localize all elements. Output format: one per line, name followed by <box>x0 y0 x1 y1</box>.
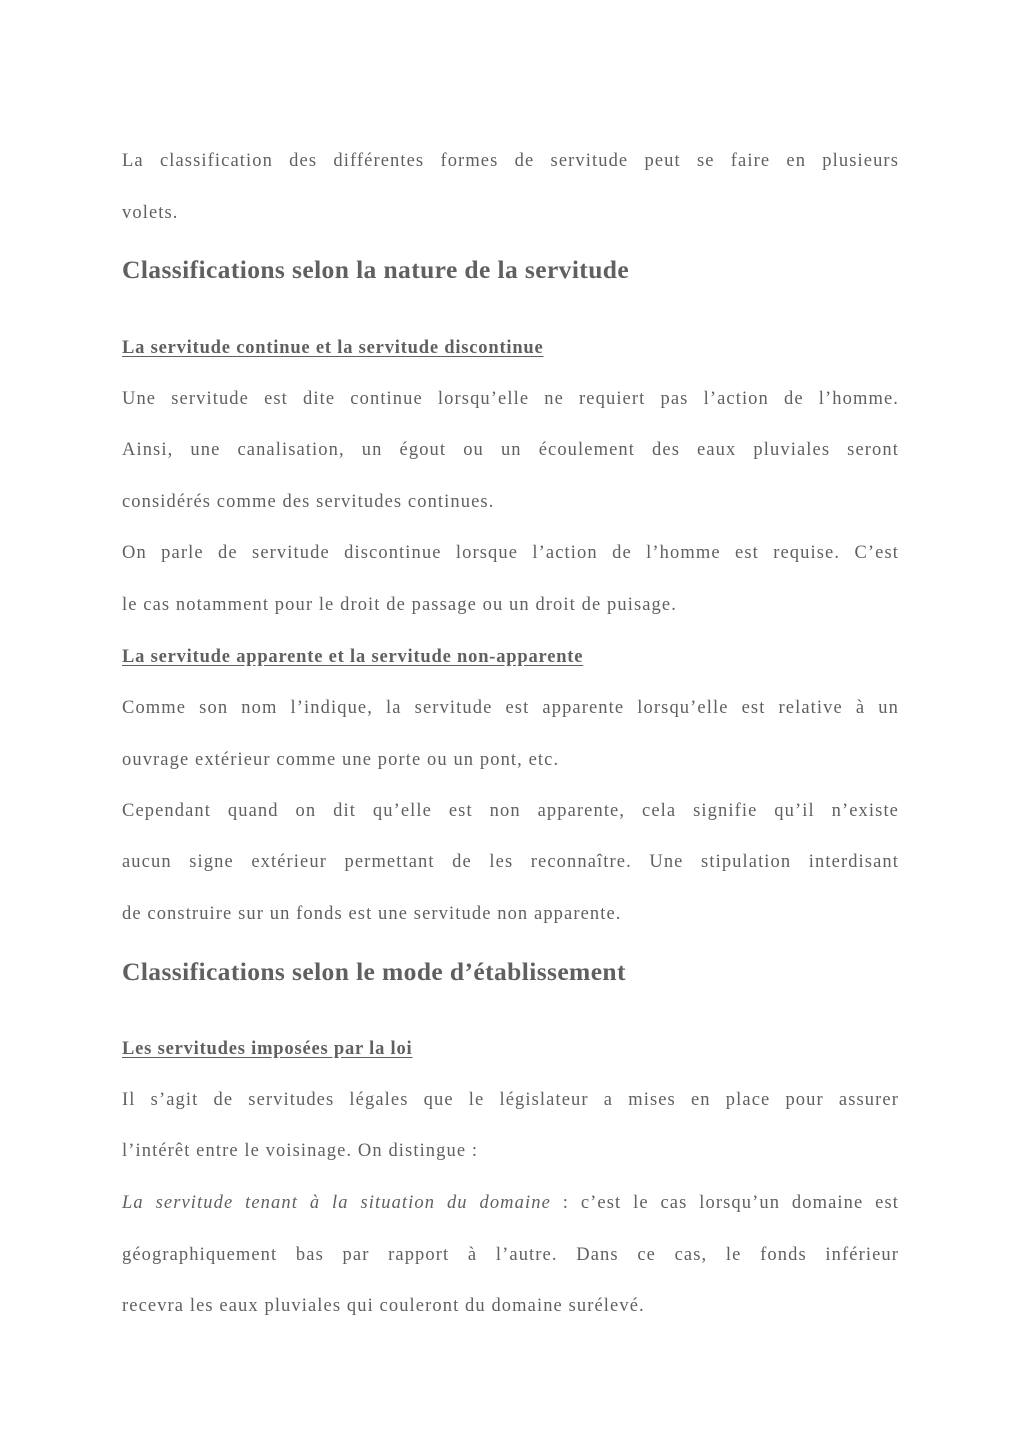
section-heading-nature: Classifications selon la nature de la servitude <box>122 255 630 284</box>
section-heading-etablissement: Classifications selon le mode d’établissement <box>122 957 626 986</box>
document-page <box>122 0 899 1448</box>
paragraph-line: Comme son nom l’indique, la servitude est apparente lorsqu’elle est relative à un <box>122 698 899 718</box>
paragraph-line: On parle de servitude discontinue lorsque l’action de l’homme est requise. C’est <box>122 543 899 563</box>
paragraph-line: considérés comme des servitudes continues. <box>122 492 495 512</box>
paragraph-line: aucun signe extérieur permettant de les reconnaître. Une stipulation interdisant <box>122 852 899 872</box>
paragraph-line: ouvrage extérieur comme une porte ou un pont, etc. <box>122 750 560 770</box>
paragraph-line: géographiquement bas par rapport à l’autre. Dans ce cas, le fonds inférieur <box>122 1245 899 1265</box>
paragraph-line: de construire sur un fonds est une servitude non apparente. <box>122 904 622 924</box>
item-term: La servitude tenant à la situation du domaine <box>122 1193 551 1213</box>
paragraph-line: le cas notamment pour le droit de passage ou un droit de puisage. <box>122 595 677 615</box>
paragraph-line: recevra les eaux pluviales qui couleront du domaine surélevé. <box>122 1296 645 1316</box>
item-text: : c’est le cas lorsqu’un domaine est <box>550 1193 899 1213</box>
paragraph-line: l’intérêt entre le voisinage. On distingue : <box>122 1141 479 1161</box>
subheading-continue: La servitude continue et la servitude discontinue <box>122 338 544 358</box>
paragraph-line: Il s’agit de servitudes légales que le législateur a mises en place pour assurer <box>122 1090 899 1110</box>
subheading-apparente: La servitude apparente et la servitude non-apparente <box>122 647 584 667</box>
list-item-situation-domaine <box>122 1191 899 1215</box>
intro-line-2: volets. <box>122 203 179 223</box>
subheading-imposees-par-la-loi: Les servitudes imposées par la loi <box>122 1039 413 1059</box>
intro-line-1: La classification des différentes formes de servitude peut se faire en plusieurs <box>122 151 899 171</box>
paragraph-line: Une servitude est dite continue lorsqu’elle ne requiert pas l’action de l’homme. <box>122 389 899 409</box>
paragraph-line: Ainsi, une canalisation, un égout ou un écoulement des eaux pluviales seront <box>122 440 899 460</box>
paragraph-line: Cependant quand on dit qu’elle est non apparente, cela signifie qu’il n’existe <box>122 801 899 821</box>
